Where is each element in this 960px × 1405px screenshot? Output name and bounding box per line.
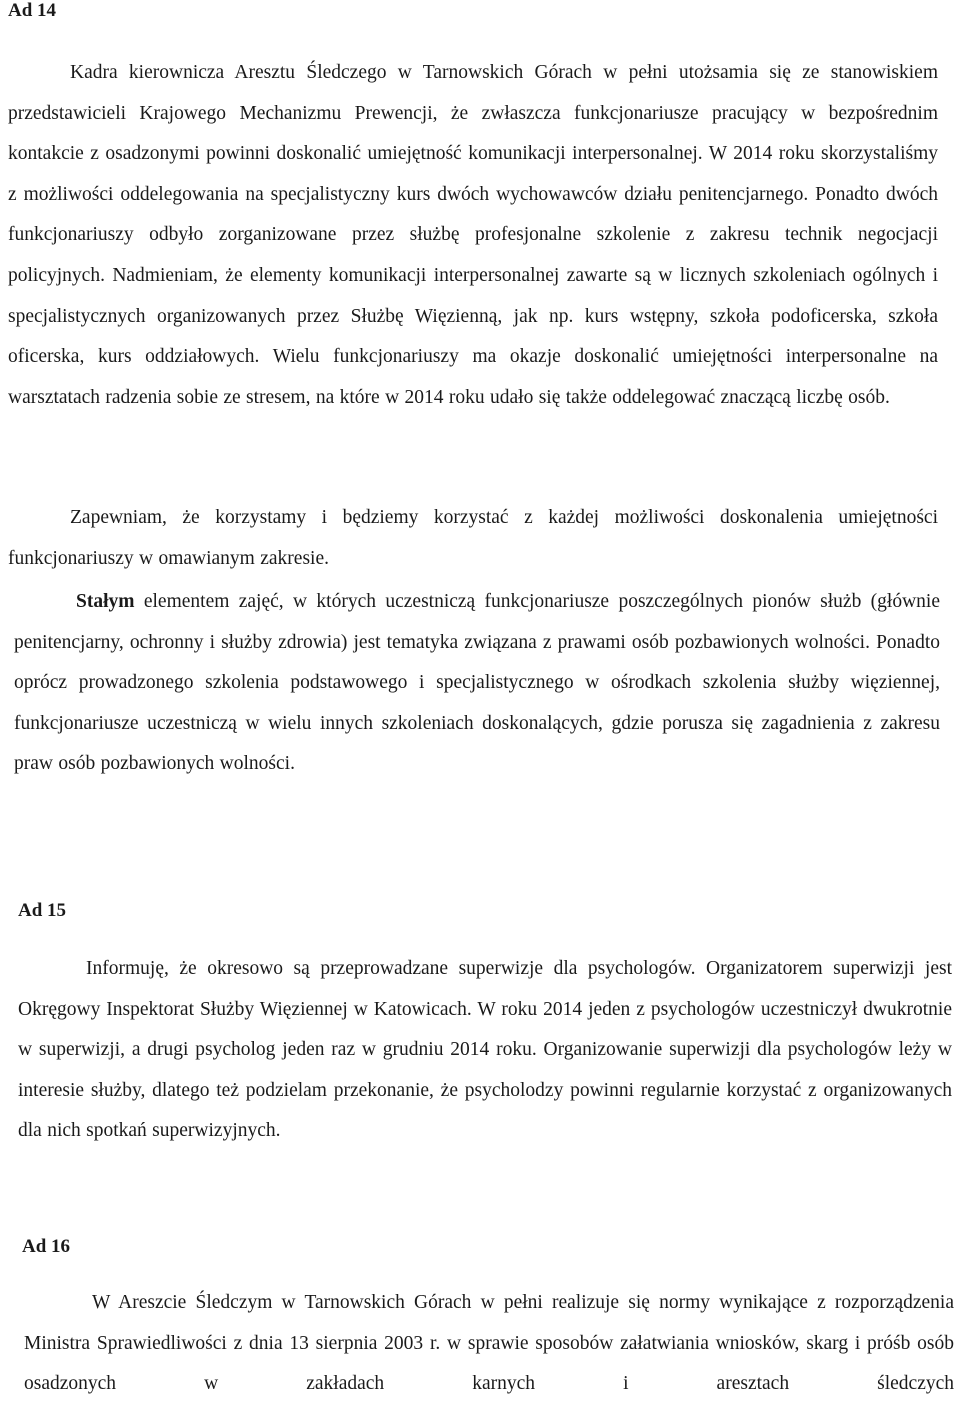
ad-15-paragraph-1: Informuję, że okresowo są przeprowadzane superwizje dla psychologów. Organizatorem superwizji jest Okręgowy Inspektorat Służby Więziennej w Katowicach. W roku 2014 jeden z psychologów uczestniczył dwukrotnie w superwizji, a drugi psycholog jeden raz w grudniu 2014 roku. Organizowanie superwizji dla psychologów leży w interesie służby, dlatego też podzielam przekonanie, że psycholodzy powinni regularnie korzystać z organizowanych dla nich spotkań superwizyjnych. <box>18 958 952 1142</box>
section-heading-ad-16: Ad 16 <box>22 1236 71 1257</box>
section-heading-ad-14: Ad 14 <box>8 0 57 21</box>
ad-14-paragraph-3 <box>14 582 940 785</box>
ad-14-paragraph-3-rest: elementem zajęć, w których uczestniczą funkcjonariusze poszczególnych pionów służb (głównie penitencjarny, ochronny i służby zdrowia) jest tematyka związana z prawami osób pozbawionych wolności. Ponadto oprócz prowadzonego szkolenia podstawowego i specjalistycznego w ośrodkach szkolenia służby więziennej, funkcjonariusze uczestniczą w wielu innych szkoleniach doskonalących, gdzie porusza się zagadnienia z zakresu praw osób pozbawionych wolności. <box>14 591 940 775</box>
ad-14-paragraph-2: Zapewniam, że korzystamy i będziemy korzystać z każdej możliwości doskonalenia umiejętności funkcjonariuszy w omawianym zakresie. <box>8 507 938 569</box>
ad-14-paragraph-3-lead: Stałym <box>76 591 135 612</box>
ad-16-paragraph-1: W Areszcie Śledczym w Tarnowskich Górach w pełni realizuje się normy wynikające z rozporządzenia Ministra Sprawiedliwości z dnia 13 sierpnia 2003 r. w sprawie sposobów załatwiania wniosków, skarg i próśb osób osadzonych w zakładach karnych i aresztach śledczych <box>24 1292 954 1395</box>
section-heading-ad-15: Ad 15 <box>18 900 67 921</box>
ad-14-paragraph-1: Kadra kierownicza Aresztu Śledczego w Tarnowskich Górach w pełni utożsamia się ze stanowiskiem przedstawicieli Krajowego Mechanizmu Prewencji, że zwłaszcza funkcjonariusze pracujący w bezpośrednim kontakcie z osadzonymi powinni doskonalić umiejętność komunikacji interpersonalnej. W 2014 roku skorzystaliśmy z możliwości oddelegowania na specjalistyczny kurs dwóch wychowawców działu penitencjarnego. Ponadto dwóch funkcjonariuszy odbyło zorganizowane przez służbę profesjonalne szkolenie z zakresu technik negocjacji policyjnych. Nadmieniam, że elementy komunikacji interpersonalnej zawarte są w licznych szkoleniach ogólnych i specjalistycznych organizowanych przez Służbę Więzienną, jak np. kurs wstępny, szkoła podoficerska, szkoła oficerska, kurs oddziałowych. Wielu funkcjonariuszy ma okazje doskonalić umiejętności interpersonalne na warsztatach radzenia sobie ze stresem, na które w 2014 roku udało się także oddelegować znaczącą liczbę osób. <box>8 62 938 408</box>
